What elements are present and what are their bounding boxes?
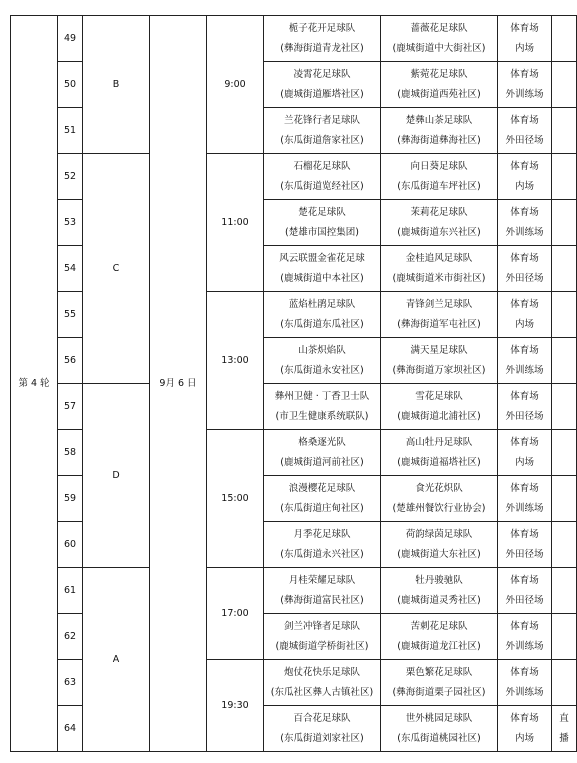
match-row [11,16,577,62]
venue-cell [498,246,552,292]
home-team-unit: (东瓜街道永安社区) [280,364,364,376]
venue-line: 内场 [514,318,534,330]
home-team-name: 凌霄花足球队 [293,68,351,80]
venue-cell [498,292,552,338]
away-team-unit: (彝海街道万家坝社区) [392,364,486,376]
match-number: 54 [58,246,83,292]
home-team-cell [264,292,381,338]
venue-line: 体育场 [510,22,539,34]
home-team-name: 栀子花开足球队 [288,22,356,34]
home-team-unit: (东瓜街道览经社区) [280,180,364,192]
venue-cell [498,430,552,476]
match-number: 59 [58,476,83,522]
home-team-cell [264,200,381,246]
venue-line: 内场 [514,732,534,744]
venue-line: 体育场 [510,482,539,494]
home-team-unit: (东瓜街道东瓜社区) [280,318,364,330]
home-team-name: 剑兰冲锋者足球队 [283,620,360,632]
away-team-name: 紫菀花足球队 [410,68,468,80]
note-cell [552,706,577,752]
note-cell [552,476,577,522]
match-number: 53 [58,200,83,246]
home-team-unit: (鹿城街道中本社区) [280,272,364,284]
home-team-cell [264,706,381,752]
home-team-name: 楚花足球队 [298,206,346,218]
home-team-cell [264,154,381,200]
away-team-name: 满天星足球队 [410,344,468,356]
note-cell [552,522,577,568]
away-team-cell [381,430,498,476]
time-cell: 13:00 [207,292,264,430]
away-team-name: 青锋剑兰足球队 [405,298,473,310]
home-team-name: 浪漫樱花足球队 [288,482,356,494]
away-team-unit: (彝海街道栗子园社区) [392,686,486,698]
home-team-name: 月季花足球队 [293,528,351,540]
match-number: 58 [58,430,83,476]
home-team-cell [264,338,381,384]
venue-line: 内场 [514,42,534,54]
home-team-unit: (鹿城街道学桥街社区) [275,640,369,652]
venue-line: 外训练场 [505,502,544,514]
venue-cell [498,476,552,522]
home-team-unit: (东瓜街道刘家社区) [280,732,364,744]
home-team-cell [264,62,381,108]
group-cell: C [83,154,150,384]
venue-cell [498,614,552,660]
group-cell: D [83,384,150,568]
match-number: 56 [58,338,83,384]
date-cell: 9月 6 日 [150,16,207,752]
away-team-name: 金桂追风足球队 [405,252,473,264]
match-number: 50 [58,62,83,108]
venue-cell [498,200,552,246]
venue-line: 外训练场 [505,364,544,376]
home-team-unit: (鹿城街道河前社区) [280,456,364,468]
home-team-name: 兰花锋行者足球队 [283,114,360,126]
match-number: 62 [58,614,83,660]
venue-line: 体育场 [510,344,539,356]
venue-line: 体育场 [510,436,539,448]
match-number: 60 [58,522,83,568]
home-team-unit: (东瓜街道詹家社区) [280,134,364,146]
away-team-cell [381,522,498,568]
home-team-name: 百合花足球队 [293,712,351,724]
home-team-cell [264,522,381,568]
venue-line: 外田径场 [505,134,544,146]
venue-line: 外田径场 [505,272,544,284]
venue-cell [498,62,552,108]
match-number: 49 [58,16,83,62]
home-team-name: 石榴花足球队 [293,160,351,172]
away-team-name: 荷韵绿茵足球队 [405,528,473,540]
venue-line: 体育场 [510,712,539,724]
away-team-cell [381,154,498,200]
away-team-cell [381,338,498,384]
match-row [11,154,577,200]
venue-line: 内场 [514,456,534,468]
venue-line: 体育场 [510,252,539,264]
away-team-unit: (鹿城街道福塔社区) [397,456,481,468]
venue-cell [498,568,552,614]
away-team-unit: (东瓜街道车坪社区) [397,180,481,192]
away-team-name: 高山牡丹足球队 [405,436,473,448]
away-team-unit: (鹿城街道大东社区) [397,548,481,560]
away-team-unit: (彝海街道彝海社区) [397,134,481,146]
venue-cell [498,384,552,430]
away-team-cell [381,62,498,108]
schedule-body [11,16,577,752]
note-cell [552,384,577,430]
note-cell [552,614,577,660]
away-team-unit: (鹿城街道东兴社区) [397,226,481,238]
note-cell [552,292,577,338]
match-row [11,568,577,614]
home-team-cell [264,384,381,430]
away-team-unit: (鹿城街道中大街社区) [392,42,486,54]
venue-line: 体育场 [510,574,539,586]
note-line: 播 [559,732,569,744]
match-number: 57 [58,384,83,430]
note-cell [552,154,577,200]
away-team-name: 牡丹骏驰队 [415,574,463,586]
time-cell: 17:00 [207,568,264,660]
home-team-cell [264,660,381,706]
home-team-cell [264,16,381,62]
venue-line: 外训练场 [505,640,544,652]
away-team-cell [381,16,498,62]
venue-cell [498,338,552,384]
away-team-name: 世外桃园足球队 [405,712,473,724]
home-team-cell [264,568,381,614]
match-number: 63 [58,660,83,706]
match-row [11,384,577,430]
away-team-name: 栗色繁花足球队 [405,666,473,678]
note-line: 直 [559,712,569,724]
note-cell [552,246,577,292]
away-team-cell [381,476,498,522]
venue-cell [498,16,552,62]
note-cell [552,660,577,706]
home-team-name: 蓝焰杜鹃足球队 [288,298,356,310]
home-team-name: 炮仗花快乐足球队 [283,666,360,678]
time-cell: 11:00 [207,154,264,292]
home-team-cell [264,614,381,660]
away-team-cell [381,246,498,292]
home-team-name: 彝州卫健 · 丁香卫士队 [274,390,370,402]
match-number: 64 [58,706,83,752]
home-team-unit: (市卫生健康系统联队) [275,410,369,422]
home-team-cell [264,476,381,522]
venue-line: 外田径场 [505,548,544,560]
venue-line: 体育场 [510,160,539,172]
away-team-unit: (鹿城街道灵秀社区) [397,594,481,606]
venue-line: 外训练场 [505,226,544,238]
away-team-unit: (楚雄州餐饮行业协会) [392,502,486,514]
home-team-unit: (鹿城街道雁塔社区) [280,88,364,100]
venue-line: 体育场 [510,68,539,80]
away-team-name: 蔷薇花足球队 [410,22,468,34]
away-team-name: 苦刺花足球队 [410,620,468,632]
venue-line: 外田径场 [505,410,544,422]
match-number: 52 [58,154,83,200]
group-cell: A [83,568,150,752]
venue-line: 体育场 [510,620,539,632]
home-team-cell [264,430,381,476]
away-team-cell [381,292,498,338]
note-cell [552,108,577,154]
home-team-name: 风云联盟金雀花足球 [279,252,365,264]
round-cell: 第 4 轮 [11,16,58,752]
home-team-unit: (东瓜街道庄甸社区) [280,502,364,514]
away-team-name: 食光花炽队 [415,482,463,494]
venue-line: 体育场 [510,666,539,678]
away-team-unit: (鹿城街道西苑社区) [397,88,481,100]
venue-cell [498,660,552,706]
note-cell [552,430,577,476]
away-team-unit: (东瓜街道桃园社区) [397,732,481,744]
away-team-name: 楚彝山茶足球队 [405,114,473,126]
note-cell [552,62,577,108]
away-team-cell [381,614,498,660]
venue-line: 体育场 [510,114,539,126]
away-team-name: 雪花足球队 [415,390,463,402]
away-team-unit: (鹿城街道米市街社区) [392,272,486,284]
venue-line: 体育场 [510,206,539,218]
home-team-unit: (楚雄市国控集团) [285,226,359,238]
venue-line: 体育场 [510,298,539,310]
match-number: 51 [58,108,83,154]
away-team-unit: (鹿城街道龙江社区) [397,640,481,652]
home-team-unit: (东瓜社区彝人古镇社区) [270,686,374,698]
venue-line: 外训练场 [505,686,544,698]
away-team-cell [381,706,498,752]
venue-cell [498,706,552,752]
away-team-cell [381,660,498,706]
match-number: 55 [58,292,83,338]
home-team-unit: (彝海街道青龙社区) [280,42,364,54]
match-number: 61 [58,568,83,614]
schedule-table [10,15,577,752]
home-team-cell [264,108,381,154]
away-team-unit: (鹿城街道北浦社区) [397,410,481,422]
home-team-name: 格桑逐光队 [298,436,346,448]
time-cell: 15:00 [207,430,264,568]
away-team-cell [381,568,498,614]
away-team-cell [381,108,498,154]
venue-line: 体育场 [510,390,539,402]
away-team-cell [381,200,498,246]
note-cell [552,338,577,384]
home-team-cell [264,246,381,292]
home-team-name: 月桂荣耀足球队 [288,574,356,586]
venue-cell [498,108,552,154]
venue-cell [498,154,552,200]
away-team-name: 向日葵足球队 [410,160,468,172]
time-cell: 19:30 [207,660,264,752]
venue-line: 内场 [514,180,534,192]
venue-cell [498,522,552,568]
home-team-unit: (东瓜街道永兴社区) [280,548,364,560]
venue-line: 体育场 [510,528,539,540]
time-cell: 9:00 [207,16,264,154]
away-team-name: 茉莉花足球队 [410,206,468,218]
home-team-name: 山茶炽焰队 [298,344,346,356]
group-cell: B [83,16,150,154]
note-cell [552,200,577,246]
note-cell [552,568,577,614]
venue-line: 外训练场 [505,88,544,100]
home-team-unit: (彝海街道富民社区) [280,594,364,606]
away-team-unit: (彝海街道军屯社区) [397,318,481,330]
note-cell [552,16,577,62]
venue-line: 外田径场 [505,594,544,606]
away-team-cell [381,384,498,430]
